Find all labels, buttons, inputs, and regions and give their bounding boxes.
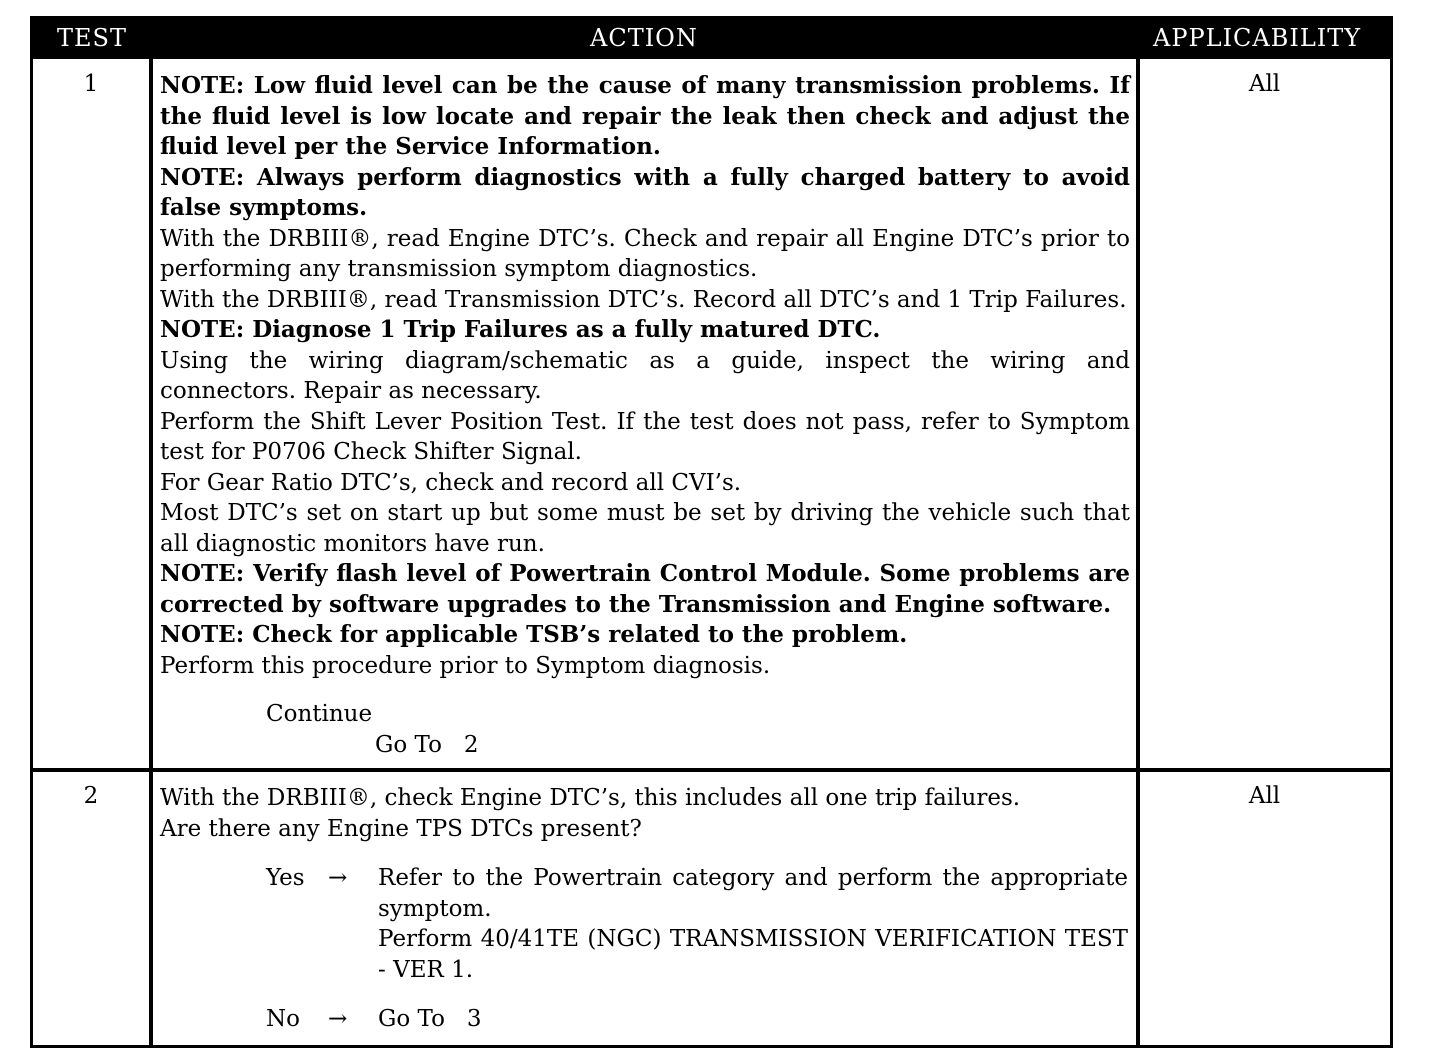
instruction-line: Using the wiring diagram/schematic as a guide, inspect the wiring and connectors. Repair as necessary.: [160, 347, 1130, 404]
continue-label: Continue: [266, 701, 373, 727]
header-test: TEST: [57, 24, 127, 52]
right-arrow-icon: →: [328, 1006, 348, 1032]
right-arrow-icon: →: [328, 865, 348, 891]
instruction-line: With the DRBIII®, check Engine DTC’s, this includes all one trip failures.: [160, 785, 1021, 811]
instruction-line: Most DTC’s set on start up but some must be set by driving the vehicle such that all diagnostic monitors have run.: [160, 500, 1130, 557]
action-text: [160, 783, 1130, 844]
yes-label: Yes: [266, 865, 305, 891]
applicability-value: All: [1248, 71, 1281, 97]
header-action: ACTION: [590, 24, 698, 52]
note-line: NOTE: Always perform diagnostics with a fully charged battery to avoid false symptoms.: [160, 163, 1130, 221]
test-number: 2: [83, 783, 99, 809]
goto-link[interactable]: Go To 2: [375, 732, 479, 758]
yes-text: Perform 40/41TE (NGC) TRANSMISSION VERIFICATION TEST - VER 1.: [378, 926, 1128, 983]
no-response: [266, 1004, 1136, 1036]
instruction-line: Perform the Shift Lever Position Test. If the test does not pass, refer to Symptom test for P0706 Check Shifter Signal.: [160, 408, 1130, 465]
note-line: NOTE: Diagnose 1 Trip Failures as a fully matured DTC.: [160, 316, 881, 343]
instruction-line: With the DRBIII®, read Engine DTC’s. Check and repair all Engine DTC’s prior to performing any transmission symptom diagnostics.: [160, 225, 1130, 282]
table-header: [33, 19, 1390, 59]
yes-text: Refer to the Powertrain category and perform the appropriate symptom.: [378, 865, 1128, 922]
goto-link[interactable]: Go To 3: [378, 1006, 482, 1032]
column-divider: [149, 19, 153, 1045]
instruction-line: With the DRBIII®, read Transmission DTC’s. Record all DTC’s and 1 Trip Failures.: [160, 286, 1127, 313]
action-text: [160, 71, 1130, 681]
test-number: 1: [83, 71, 99, 97]
question-line: Are there any Engine TPS DTCs present?: [160, 815, 642, 842]
applicability-value: All: [1248, 783, 1281, 809]
diagnostic-table: [30, 16, 1393, 1048]
instruction-line: Perform this procedure prior to Symptom diagnosis.: [160, 652, 771, 679]
header-applicability: APPLICABILITY: [1153, 24, 1362, 52]
note-line: NOTE: Check for applicable TSB’s related to the problem.: [160, 621, 908, 648]
note-line: NOTE: Low fluid level can be the cause of many transmission problems. If the fluid level is low locate and repair the leak then check and adjust the fluid level per the Service Information.: [160, 72, 1130, 160]
no-label: No: [266, 1006, 300, 1032]
yes-response: [266, 863, 1136, 993]
instruction-line: For Gear Ratio DTC’s, check and record all CVI’s.: [160, 469, 742, 496]
row-divider: [33, 768, 1390, 772]
note-line: NOTE: Verify flash level of Powertrain Control Module. Some problems are corrected by software upgrades to the Transmission and Engine software.: [160, 560, 1130, 618]
column-divider: [1136, 19, 1140, 1045]
